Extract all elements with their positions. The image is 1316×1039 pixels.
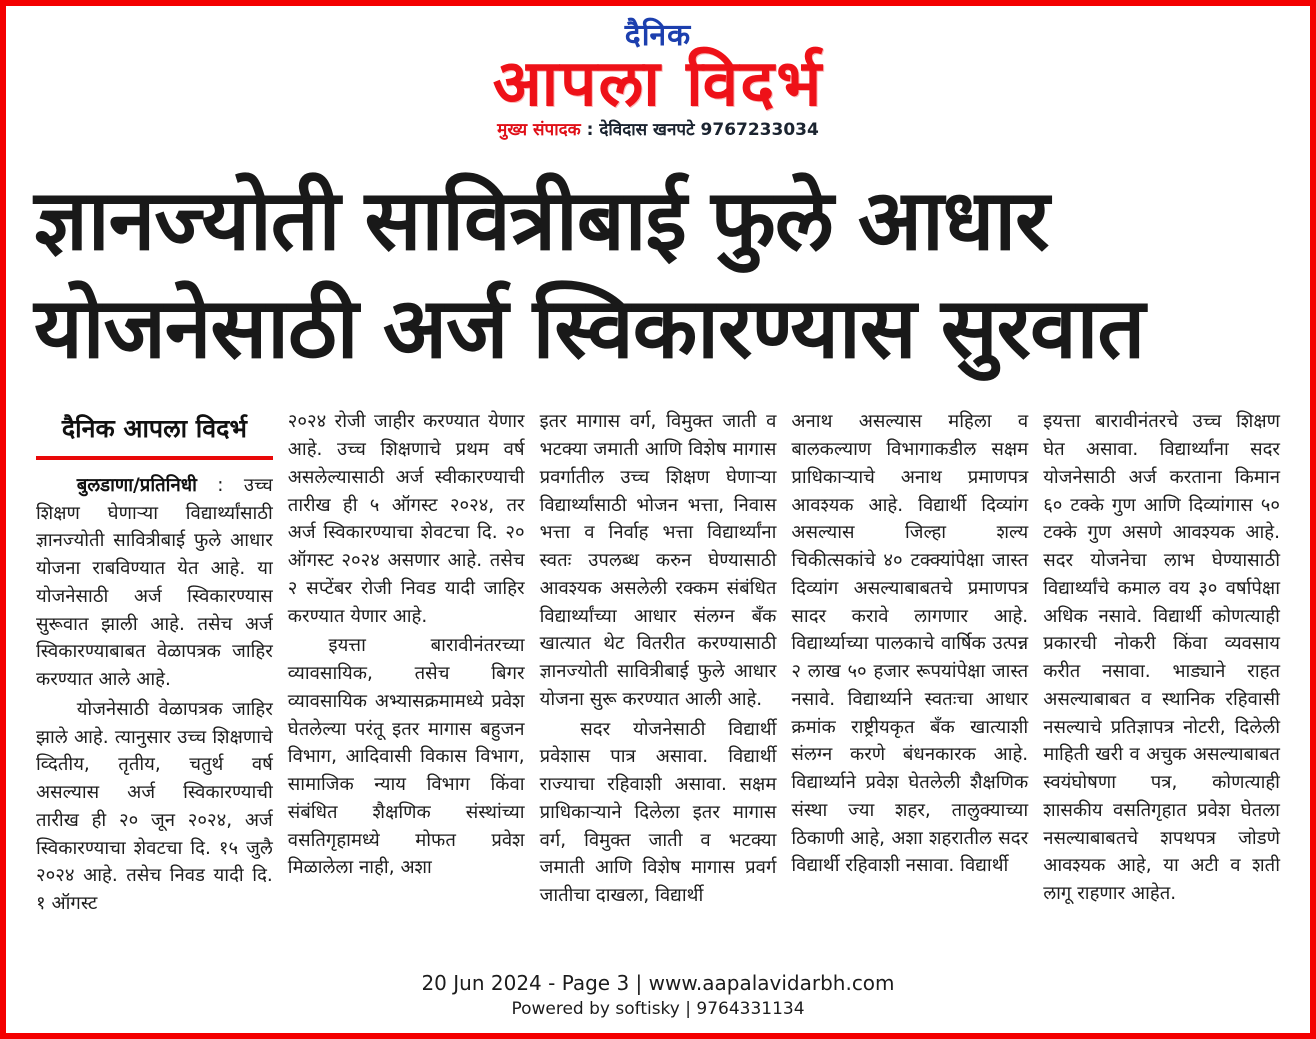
footer-date-page-url: 20 Jun 2024 - Page 3 | www.aapalavidarbh.com bbox=[421, 971, 895, 995]
article-column-5 bbox=[1043, 408, 1280, 963]
article-body bbox=[6, 392, 1310, 963]
headline-line-2: योजनेसाठी अर्ज स्विकारण्यास सुरवात bbox=[34, 278, 1145, 377]
paragraph-text: : उच्च शिक्षण घेणाऱ्या विद्यार्थ्यांसाठी ज्ञानज्योती सावित्रीबाई फुले आधार योजना राबविण्यात येत आहे. या योजनेसाठी अर्ज स्विकारण्यास सुरूवात झाली आहे. तसेच अर्ज स्विकारण्याबाबत वेळापत्रक जाहिर करण्यात आले आहे. bbox=[36, 474, 273, 691]
masthead-tagline-label: मुख्य संपादक bbox=[497, 119, 581, 140]
section-header-rule bbox=[36, 456, 273, 460]
section-header-title: दैनिक आपला विदर्भ bbox=[61, 414, 247, 444]
paragraph: अनाथ असल्यास महिला व बालकल्याण विभागाकडील सक्षम प्राधिकाऱ्याचे अनाथ प्रमाणपत्र आवश्यक आहे. विद्यार्थी दिव्यांग असल्यास जिल्हा शल्य चिकीत्सकांचे ४० टक्क्यांपेक्षा जास्त दिव्यांग असल्याबाबतचे प्रमाणपत्र सादर करावे लागणार आहे. विद्यार्थ्याच्या पालकाचे वार्षिक उत्पन्न २ लाख ५० हजार रूपयांपेक्षा जास्त नसावे. विद्यार्थ्याने स्वतःचा आधार क्रमांक राष्ट्रीयकृत बँक खात्याशी संलग्न करणे बंधनकारक आहे. विद्यार्थ्याने प्रवेश घेतलेली शैक्षणिक संस्था ज्या शहर, तालुक्याच्या ठिकाणी आहे, अशा शहरातील सदर विद्यार्थी रहिवाशी नसावा. विद्यार्थी bbox=[791, 411, 1029, 877]
masthead-tagline bbox=[6, 119, 1310, 140]
masthead bbox=[6, 6, 1310, 139]
paragraph: इतर मागास वर्ग, विमुक्त जाती व भटक्या जमाती आणि विशेष मागास प्रवर्गातील उच्च शिक्षण घेणाऱ्या विद्यार्थ्यांसाठी भोजन भत्ता, निवास भत्ता व निर्वाह भत्ता विद्यार्थ्यांना स्वतः उपलब्ध करुन घेण्यासाठी आवश्यक असलेली रक्कम संबंधित विद्यार्थ्यांच्या आधार संलग्न बँक खात्यात थेट वितरीत करण्यासाठी ज्ञानज्योती सावित्रीबाई फुले आधार योजना सुरू करण्यात आली आहे. bbox=[539, 411, 777, 710]
paragraph bbox=[36, 472, 273, 694]
article-headline bbox=[6, 139, 1310, 392]
article-column-2 bbox=[288, 408, 525, 963]
paragraph: इयत्ता बारावीनंतरचे उच्च शिक्षण घेत असावा. विद्यार्थ्यांना सदर योजनेसाठी अर्ज करताना किमान ६० टक्के गुण आणि दिव्यांगास ५० टक्के गुण असणे आवश्यक आहे. सदर योजनेचा लाभ घेण्यासाठी विद्यार्थ्यांचे कमाल वय ३० वर्षापेक्षा अधिक नसावे. विद्यार्थी कोणत्याही प्रकारची नोकरी किंवा व्यवसाय करीत नसावा. भाड्याने राहत असल्याबाबत व स्थानिक रहिवासी नसल्याचे प्रतिज्ञापत्र नोटरी, दिलेली माहिती खरी व अचुक असल्याबाबत स्वयंघोषणा पत्र, कोणत्याही शासकीय वसतिगृहात प्रवेश घेतला नसल्याबाबतचे शपथपत्र जोडणे आवश्यक आहे, या अटी व शती लागू राहणार आहेत. bbox=[1043, 411, 1280, 905]
paragraph: सदर योजनेसाठी विद्यार्थी प्रवेशास पात्र असावा. विद्यार्थी राज्याचा रहिवाशी असावा. सक्षम प्राधिकाऱ्याने दिलेला इतर मागास वर्ग, विमुक्त जाती व भटक्या जमाती आणि विशेष मागास प्रवर्ग जातीचा दाखला, विद्यार्थी bbox=[539, 718, 777, 907]
section-header-box bbox=[36, 408, 273, 460]
masthead-title: आपला विदर्भ bbox=[492, 46, 824, 121]
article-column-1 bbox=[36, 408, 273, 963]
footer-powered-by: Powered by softisky | 9764331134 bbox=[511, 999, 805, 1019]
article-column-4 bbox=[791, 408, 1028, 963]
article-column-3 bbox=[540, 408, 777, 963]
paragraph: २०२४ रोजी जाहीर करण्यात येणार आहे. उच्च शिक्षणाचे प्रथम वर्ष असलेल्यासाठी अर्ज स्वीकारण्याची तारीख ही ५ ऑगस्ट २०२४, तर अर्ज स्विकारण्याचा शेवटचा दि. २० ऑगस्ट २०२४ असणार आहे. तसेच २ सप्टेंबर रोजी निवड यादी जाहिर करण्यात येणार आहे. bbox=[287, 411, 525, 627]
paragraph: योजनेसाठी वेळापत्रक जाहिर झाले आहे. त्यानुसार उच्च शिक्षणाचे व्दितीय, तृतीय, चतुर्थ वर्ष असल्यास अर्ज स्विकारण्याची तारीख ही २० जून २०२४, अर्ज स्विकारण्याचा शेवटचा दि. १५ जुलै २०२४ आहे. तसेच निवड यादी दि. १ ऑगस्ट bbox=[36, 698, 273, 915]
masthead-pretitle: दैनिक bbox=[624, 18, 692, 53]
headline-line-1: ज्ञानज्योती सावित्रीबाई फुले आधार bbox=[34, 171, 1049, 270]
byline: बुलडाणा/प्रतिनिधी bbox=[76, 474, 197, 496]
paragraph: इयत्ता बारावीनंतरच्या व्यावसायिक, तसेच बिगर व्यावसायिक अभ्यासक्रमामध्ये प्रवेश घेतलेल्या परंतू इतर मागास बहुजन विभाग, आदिवासी विकास विभाग, सामाजिक न्याय विभाग किंवा संबंधित शैक्षणिक संस्थांच्या वसतिगृहामध्ये मोफत प्रवेश मिळालेला नाही, अशा bbox=[287, 635, 525, 879]
masthead-tagline-text: : देविदास खनपटे 9767233034 bbox=[586, 119, 819, 140]
page-footer bbox=[6, 963, 1310, 1033]
